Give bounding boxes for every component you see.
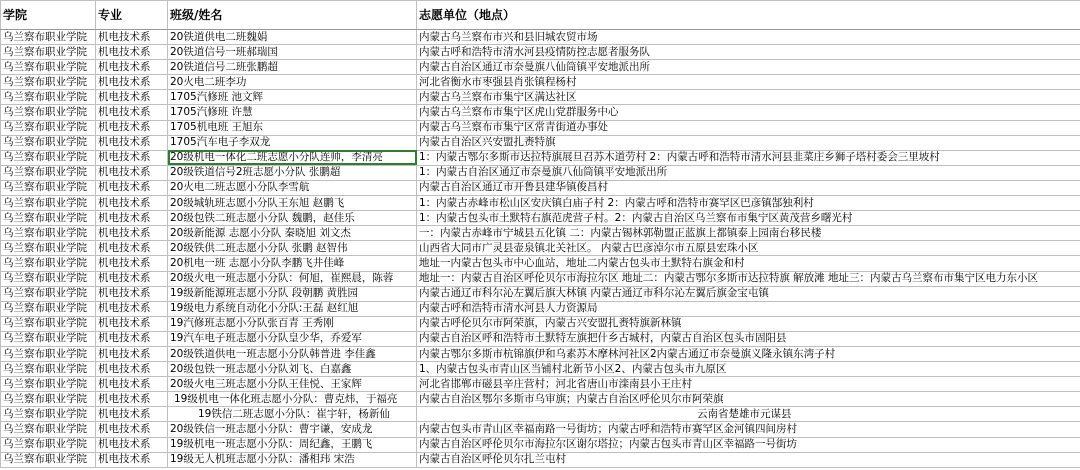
table-row: [1, 452, 1080, 467]
table-row: [1, 120, 1080, 135]
college-cell[interactable]: 乌兰察布职业学院: [1, 60, 96, 75]
college-cell[interactable]: 乌兰察布职业学院: [1, 362, 96, 377]
name-cell[interactable]: 1705汽修班 许慧: [168, 105, 417, 120]
college-cell[interactable]: 乌兰察布职业学院: [1, 90, 96, 105]
table-row: [1, 165, 1080, 180]
header-row: [1, 1, 1080, 30]
major-cell[interactable]: 机电技术系: [96, 241, 168, 256]
table-row: [1, 437, 1080, 452]
college-cell[interactable]: 乌兰察布职业学院: [1, 75, 96, 90]
table-row: [1, 75, 1080, 90]
college-cell[interactable]: 乌兰察布职业学院: [1, 211, 96, 226]
destination-cell[interactable]: 内蒙古自治区呼和浩特市土默特左旗把什乡古城村，内蒙古自治区包头市固阳县: [417, 331, 1080, 346]
header-class-name[interactable]: 班级/姓名: [168, 1, 417, 30]
college-cell[interactable]: 乌兰察布职业学院: [1, 346, 96, 361]
destination-cell[interactable]: 内蒙古自治区兴安盟扎赉特旗: [417, 135, 1080, 150]
name-cell[interactable]: 19级机电一体化班志愿小分队：曹克炜，于福亮: [168, 392, 417, 407]
name-cell[interactable]: 20铁道供电二班魏娟: [168, 30, 417, 45]
destination-cell[interactable]: 内蒙古乌兰察布市集宁区虎山党群服务中心: [417, 105, 1080, 120]
header-college[interactable]: 学院: [1, 1, 96, 30]
college-cell[interactable]: 乌兰察布职业学院: [1, 226, 96, 241]
college-cell[interactable]: 乌兰察布职业学院: [1, 241, 96, 256]
destination-cell[interactable]: 内蒙古通辽市科尔沁左翼后旗大林镇 内蒙古通辽市科尔沁左翼后旗金宝屯镇: [417, 286, 1080, 301]
name-cell[interactable]: 20铁道信号一班郝瑞国: [168, 45, 417, 60]
destination-cell[interactable]: 1：内蒙古赤峰市松山区安庆镇白庙子村 2：内蒙古呼和浩特市赛罕区巴彦镇郜独利村: [417, 196, 1080, 211]
destination-cell[interactable]: 1：内蒙古鄂尔多斯市达拉特旗展旦召苏木道劳村 2：内蒙古呼和浩特市清水河县韭菜庄乡狮子塔村委会三里坡村: [417, 150, 1080, 165]
college-cell[interactable]: 乌兰察布职业学院: [1, 165, 96, 180]
college-cell[interactable]: 乌兰察布职业学院: [1, 196, 96, 211]
table-row: [1, 150, 1080, 165]
major-cell[interactable]: 机电技术系: [96, 165, 168, 180]
destination-cell[interactable]: 内蒙古呼和浩特市清水河县人力资源局: [417, 301, 1080, 316]
destination-cell[interactable]: 内蒙古自治区鄂尔多斯市乌审旗；内蒙古自治区呼伦贝尔市阿荣旗: [417, 392, 1080, 407]
major-cell[interactable]: 机电技术系: [96, 150, 168, 165]
name-cell[interactable]: 20铁道信号二班张鹏超: [168, 60, 417, 75]
major-cell[interactable]: 机电技术系: [96, 316, 168, 331]
college-cell[interactable]: 乌兰察布职业学院: [1, 180, 96, 195]
table-row: [1, 392, 1080, 407]
table-body: [1, 30, 1080, 468]
major-cell[interactable]: 机电技术系: [96, 211, 168, 226]
major-cell[interactable]: 机电技术系: [96, 105, 168, 120]
college-cell[interactable]: 乌兰察布职业学院: [1, 286, 96, 301]
header-destination[interactable]: 志愿单位（地点）: [417, 1, 1080, 30]
name-cell[interactable]: 19级电力系统自动化小分队:王磊 赵红旭: [168, 301, 417, 316]
destination-cell[interactable]: 内蒙古呼伦贝尔市阿荣旗，内蒙古兴安盟扎赉特旗新林镇: [417, 316, 1080, 331]
table-row: [1, 331, 1080, 346]
college-cell[interactable]: 乌兰察布职业学院: [1, 105, 96, 120]
table-row: [1, 256, 1080, 271]
destination-cell[interactable]: 内蒙古乌兰察布市集宁区满达社区: [417, 90, 1080, 105]
destination-cell[interactable]: 内蒙古乌兰察布市集宁区常青街道办事处: [417, 120, 1080, 135]
name-cell[interactable]: 20级火电三班志愿小分队王佳悦、王家辉: [168, 377, 417, 392]
name-cell[interactable]: 19铁信二班志愿小分队：崔宇轩，杨新仙: [168, 407, 417, 422]
major-cell[interactable]: 机电技术系: [96, 422, 168, 437]
college-cell[interactable]: 乌兰察布职业学院: [1, 135, 96, 150]
table-row: [1, 105, 1080, 120]
name-cell[interactable]: 19级无人机班志愿小分队：潘相玮 宋浩: [168, 452, 417, 467]
college-cell[interactable]: 乌兰察布职业学院: [1, 331, 96, 346]
destination-cell[interactable]: 1、内蒙古包头市青山区当铺村北新节小区2、内蒙古包头市九原区: [417, 362, 1080, 377]
major-cell[interactable]: 机电技术系: [96, 271, 168, 286]
name-cell[interactable]: 19级新能源班志愿小分队 段朝鹏 黄胜园: [168, 286, 417, 301]
table-row: [1, 377, 1080, 392]
table-row: [1, 362, 1080, 377]
destination-cell[interactable]: 山西省大同市广灵县壶泉镇北关社区。 内蒙古巴彦淖尔市五原县宏珠小区: [417, 241, 1080, 256]
destination-cell[interactable]: 地址一：内蒙古自治区呼伦贝尔市海拉尔区 地址二：内蒙古鄂尔多斯市达拉特旗 解放滩 地址三：内蒙古乌兰察布市集宁区电力东小区: [417, 271, 1080, 286]
name-cell[interactable]: 20级新能源 志愿小分队 秦晓旭 刘文杰: [168, 226, 417, 241]
destination-cell[interactable]: 1：内蒙古包头市土默特右旗范虎营子村。2：内蒙古自治区乌兰察布市集宁区黄茂营乡曙光村: [417, 211, 1080, 226]
destination-cell[interactable]: 内蒙古乌兰察布市兴和县旧城农贸市场: [417, 30, 1080, 45]
major-cell[interactable]: 机电技术系: [96, 301, 168, 316]
major-cell[interactable]: 机电技术系: [96, 45, 168, 60]
table-row: [1, 180, 1080, 195]
table-row: [1, 45, 1080, 60]
destination-cell[interactable]: 内蒙古呼和浩特市清水河县疫情防控志愿者服务队: [417, 45, 1080, 60]
major-cell[interactable]: 机电技术系: [96, 407, 168, 422]
major-cell[interactable]: 机电技术系: [96, 286, 168, 301]
name-cell[interactable]: 20级城轨班志愿小分队王东旭 赵鹏飞: [168, 196, 417, 211]
major-cell[interactable]: 机电技术系: [96, 346, 168, 361]
name-cell[interactable]: 20级包铁二班志愿小分队 魏鹏，赵佳乐: [168, 211, 417, 226]
table-row: [1, 226, 1080, 241]
table-row: [1, 30, 1080, 45]
college-cell[interactable]: 乌兰察布职业学院: [1, 407, 96, 422]
college-cell[interactable]: 乌兰察布职业学院: [1, 271, 96, 286]
college-cell[interactable]: 乌兰察布职业学院: [1, 437, 96, 452]
name-cell[interactable]: 20级火电一班志愿小分队：何旭，崔熙晨，陈蓉: [168, 271, 417, 286]
college-cell[interactable]: 乌兰察布职业学院: [1, 30, 96, 45]
college-cell[interactable]: 乌兰察布职业学院: [1, 301, 96, 316]
destination-cell[interactable]: 1：内蒙古自治区通辽市奈曼旗八仙筒镇平安地派出所: [417, 165, 1080, 180]
name-cell[interactable]: 19级机电一班志愿小分队：周纪鑫，王鹏飞: [168, 437, 417, 452]
name-cell[interactable]: 1705机电班 王旭东: [168, 120, 417, 135]
name-cell[interactable]: 20级包铁一班志愿小分队刘飞、白嘉鑫: [168, 362, 417, 377]
major-cell[interactable]: 机电技术系: [96, 30, 168, 45]
college-cell[interactable]: 乌兰察布职业学院: [1, 150, 96, 165]
table-row: [1, 135, 1080, 150]
major-cell[interactable]: 机电技术系: [96, 437, 168, 452]
destination-cell[interactable]: 内蒙古包头市青山区幸福南路一号街坊；内蒙古呼和浩特市赛罕区金河镇四间房村: [417, 422, 1080, 437]
name-cell[interactable]: 20级机电一体化二班志愿小分队连帅，李清亮: [168, 150, 417, 165]
major-cell[interactable]: 机电技术系: [96, 226, 168, 241]
table-row: [1, 271, 1080, 286]
table-row: [1, 90, 1080, 105]
major-cell[interactable]: 机电技术系: [96, 90, 168, 105]
name-cell[interactable]: 20级铁信一班志愿小分队：曹宇谦，安成龙: [168, 422, 417, 437]
name-cell[interactable]: 19汽修班志愿小分队张百青 王秀刚: [168, 316, 417, 331]
destination-cell[interactable]: 河北省邯郸市磁县辛庄营村；河北省唐山市滦南县小王庄村: [417, 377, 1080, 392]
table-row: [1, 211, 1080, 226]
name-cell[interactable]: 20级铁道信号2班志愿小分队 张鹏超: [168, 165, 417, 180]
destination-cell[interactable]: 一：内蒙古赤峰市宁城县五化镇 二：内蒙古锡林郭勒盟正蓝旗上都镇泰上园南台移民楼: [417, 226, 1080, 241]
table-row: [1, 422, 1080, 437]
name-cell[interactable]: 20机电一班 志愿小分队李鹏飞井佳峰: [168, 256, 417, 271]
destination-cell[interactable]: 内蒙古自治区通辽市开鲁县建华镇俊昌村: [417, 180, 1080, 195]
college-cell[interactable]: 乌兰察布职业学院: [1, 45, 96, 60]
college-cell[interactable]: 乌兰察布职业学院: [1, 120, 96, 135]
college-cell[interactable]: 乌兰察布职业学院: [1, 422, 96, 437]
name-cell[interactable]: 20火电二班李功: [168, 75, 417, 90]
major-cell[interactable]: 机电技术系: [96, 452, 168, 467]
name-cell[interactable]: 19汽车电子班志愿小分队皇少华，乔爱军: [168, 331, 417, 346]
destination-cell[interactable]: 内蒙古自治区通辽市奈曼旗八仙筒镇平安地派出所: [417, 60, 1080, 75]
major-cell[interactable]: 机电技术系: [96, 196, 168, 211]
table-row: [1, 346, 1080, 361]
college-cell[interactable]: 乌兰察布职业学院: [1, 452, 96, 467]
college-cell[interactable]: 乌兰察布职业学院: [1, 256, 96, 271]
major-cell[interactable]: 机电技术系: [96, 377, 168, 392]
table-row: [1, 316, 1080, 331]
table-row: [1, 407, 1080, 422]
destination-cell[interactable]: 云南省楚雄市元谋县: [417, 407, 1080, 422]
name-cell[interactable]: 1705汽修班 池文辉: [168, 90, 417, 105]
major-cell[interactable]: 机电技术系: [96, 75, 168, 90]
major-cell[interactable]: 机电技术系: [96, 135, 168, 150]
table-row: [1, 241, 1080, 256]
name-cell[interactable]: 20级铁道供电一班志愿小分队韩普进 李佳鑫: [168, 346, 417, 361]
major-cell[interactable]: 机电技术系: [96, 362, 168, 377]
name-cell[interactable]: 20火电二班志愿小分队李雪航: [168, 180, 417, 195]
name-cell[interactable]: 20级铁供二班志愿小分队 张鹏 赵智伟: [168, 241, 417, 256]
table-row: [1, 196, 1080, 211]
name-cell[interactable]: 1705汽车电子李双龙: [168, 135, 417, 150]
major-cell[interactable]: 机电技术系: [96, 331, 168, 346]
major-cell[interactable]: 机电技术系: [96, 60, 168, 75]
major-cell[interactable]: 机电技术系: [96, 180, 168, 195]
major-cell[interactable]: 机电技术系: [96, 256, 168, 271]
destination-cell[interactable]: 地址一内蒙古包头市中心血站，地址二内蒙古包头市土默特右旗金和村: [417, 256, 1080, 271]
major-cell[interactable]: 机电技术系: [96, 392, 168, 407]
destination-cell[interactable]: 内蒙古自治区呼伦贝尔市海拉尔区谢尔塔拉；内蒙古包头市青山区幸福路一号街坊: [417, 437, 1080, 452]
college-cell[interactable]: 乌兰察布职业学院: [1, 377, 96, 392]
table-row: [1, 60, 1080, 75]
destination-cell[interactable]: 内蒙古鄂尔多斯市杭锦旗伊和乌素苏木摩林河社区2内蒙古通辽市奈曼旗义隆永镇东湾子村: [417, 346, 1080, 361]
college-cell[interactable]: 乌兰察布职业学院: [1, 392, 96, 407]
major-cell[interactable]: 机电技术系: [96, 120, 168, 135]
college-cell[interactable]: 乌兰察布职业学院: [1, 316, 96, 331]
header-major[interactable]: 专业: [96, 1, 168, 30]
destination-cell[interactable]: 内蒙古自治区呼伦贝尔扎兰屯村: [417, 452, 1080, 467]
table-row: [1, 301, 1080, 316]
destination-cell[interactable]: 河北省衡水市枣强县肖张镇程杨村: [417, 75, 1080, 90]
table-row: [1, 286, 1080, 301]
